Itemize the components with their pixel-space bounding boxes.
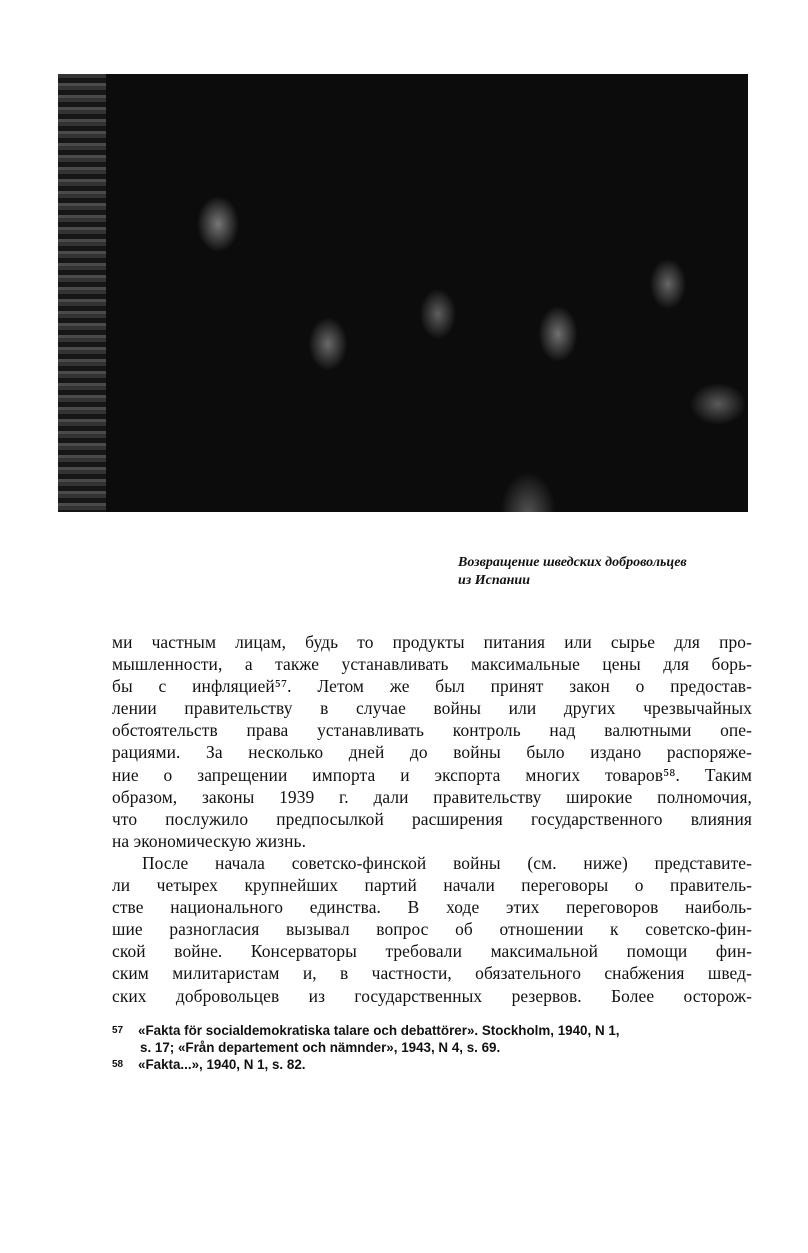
text-line: ских добровольцев из государственных резервов. Более осторож- xyxy=(112,985,752,1006)
photograph xyxy=(58,74,748,512)
footnote-58 xyxy=(112,1056,752,1073)
text-line: мышленности, а также устанавливать максимальные цены для борь- xyxy=(112,654,752,675)
text-line: ли четырех крупнейших партий начали переговоры о правитель- xyxy=(112,875,752,896)
footnote-text: «Fakta för socialdemokratiska talare och debattörer». Stockholm, 1940, N 1, xyxy=(138,1023,620,1038)
caption-line-2: из Испании xyxy=(458,573,530,588)
text-line: бы с инфляцией⁵⁷. Летом же был принят закон о предостав- xyxy=(112,676,752,697)
footnote-marker: 57 xyxy=(112,1025,124,1036)
text-line: что послужило предпосылкой расширения государственного влияния xyxy=(112,808,752,829)
text-line: После начала советско-финской войны (см. ниже) представите- xyxy=(142,852,752,873)
text-line: образом, законы 1939 г. дали правительству широкие полномочия, xyxy=(112,786,752,807)
footnote-marker: 58 xyxy=(112,1059,124,1070)
text-line: ми частным лицам, будь то продукты питания или сырье для про- xyxy=(112,632,752,652)
text-line: стве национального единства. В ходе этих переговоров наиболь- xyxy=(112,897,752,918)
text-line: ской войне. Консерваторы требовали максимальной помощи фин- xyxy=(112,941,752,962)
footnote-57 xyxy=(112,1022,752,1039)
text-line: ние о запрещении импорта и экспорта многих товаров⁵⁸. Таким xyxy=(112,764,752,785)
text-line: ским милитаристам и, в частности, обязательного снабжения швед- xyxy=(112,963,752,984)
photograph-edge xyxy=(58,74,106,512)
text-line: обстоятельств права устанавливать контроль над валютными опе- xyxy=(112,720,752,741)
photo-caption xyxy=(458,554,778,590)
text-line: на экономическую жизнь. xyxy=(112,830,307,851)
text-line: лении правительству в случае войны или других чрезвычайных xyxy=(112,698,752,719)
caption-line-1: Возвращение шведских добровольцев xyxy=(458,555,687,570)
text-line: шие разногласия вызывал вопрос об отношении к советско-фин- xyxy=(112,919,752,940)
footnote-57-continuation: s. 17; «Från departement och nämnder», 1943, N 4, s. 69. xyxy=(140,1040,501,1055)
body-text xyxy=(112,631,752,1007)
footnote-text: «Fakta...», 1940, N 1, s. 82. xyxy=(138,1057,306,1072)
footnotes xyxy=(112,1022,752,1073)
text-line: рациями. За несколько дней до войны было издано распоряже- xyxy=(112,742,752,763)
